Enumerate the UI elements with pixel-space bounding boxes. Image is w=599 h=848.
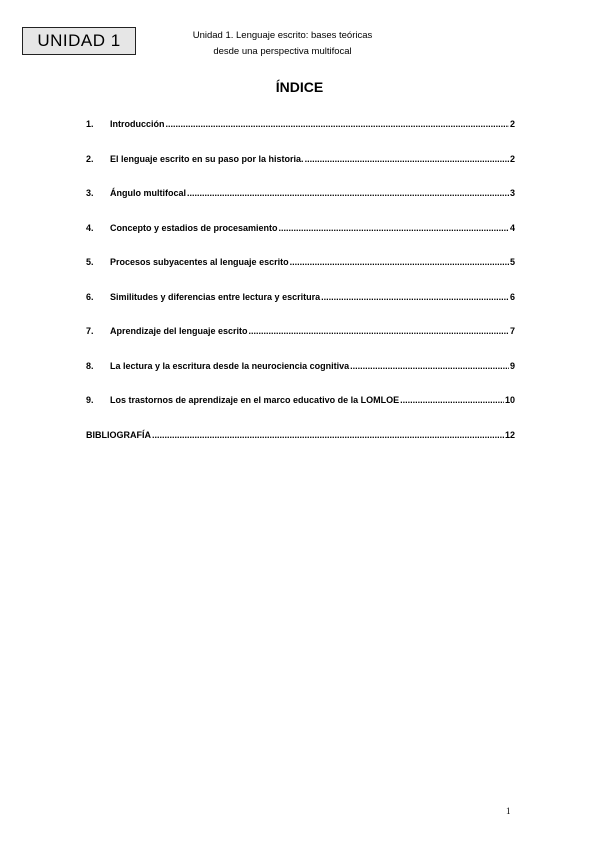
toc-entry-label: La lectura y la escritura desde la neurociencia cognitiva [110, 360, 350, 371]
unit-label-box [22, 27, 136, 55]
toc-entry[interactable] [86, 257, 515, 277]
toc-entry[interactable] [86, 223, 515, 243]
toc-entry-page: 6 [509, 291, 515, 302]
toc-entry-label: Introducción [110, 119, 165, 129]
toc-entry-page: 2 [509, 119, 515, 129]
toc-dot-leader [321, 292, 509, 302]
toc-dot-leader [152, 430, 504, 440]
toc-entry-number: 6. [86, 291, 94, 302]
toc-dot-leader [166, 119, 509, 129]
document-header [170, 28, 395, 60]
toc-entry-page: 10 [504, 395, 515, 405]
page-number: 1 [506, 806, 511, 816]
toc-entry-label: BIBLIOGRAFÍA [86, 429, 151, 440]
toc-entry-page: 2 [509, 153, 515, 164]
page-title: ÍNDICE [275, 79, 324, 95]
toc-entry-number: 8. [86, 360, 94, 371]
toc-entry-page: 7 [509, 326, 515, 336]
unit-label: UNIDAD 1 [37, 31, 121, 50]
toc-entry-bibliography[interactable] [86, 430, 515, 450]
toc-entry-label: Similitudes y diferencias entre lectura y escritura [110, 291, 321, 302]
toc-entry-label: Aprendizaje del lenguaje escrito [110, 326, 248, 336]
toc-dot-leader [279, 223, 509, 233]
toc-entry[interactable] [86, 361, 515, 381]
toc-dot-leader [305, 154, 509, 164]
toc-entry-number: 5. [86, 257, 94, 267]
header-line-2: desde una perspectiva multifocal [213, 46, 352, 57]
toc-entry-number: 4. [86, 222, 94, 233]
toc-entry[interactable] [86, 292, 515, 312]
toc-dot-leader [350, 361, 509, 371]
toc-entry[interactable] [86, 326, 515, 346]
toc-dot-leader [400, 395, 504, 405]
toc-entry-number: 3. [86, 188, 94, 198]
toc-dot-leader [187, 188, 509, 198]
toc-entry-page: 5 [509, 257, 515, 267]
toc-entry-number: 1. [86, 119, 94, 129]
toc-entry-label: Ángulo multifocal [110, 188, 186, 198]
toc-entry-number: 2. [86, 153, 94, 164]
toc-dot-leader [290, 257, 509, 267]
toc-entry[interactable] [86, 154, 515, 174]
toc-entry-label: Procesos subyacentes al lenguaje escrito [110, 257, 289, 267]
toc-entry-label: Concepto y estadios de procesamiento [110, 222, 278, 233]
toc-entry-page: 3 [509, 188, 515, 198]
toc-entry-label: Los trastornos de aprendizaje en el marco educativo de la LOMLOE [110, 395, 400, 405]
toc-entry-number: 7. [86, 326, 94, 336]
toc-entry-number: 9. [86, 395, 94, 405]
toc-entry-page: 12 [504, 429, 515, 440]
toc-entry-label: El lenguaje escrito en su paso por la historia. [110, 153, 304, 164]
toc-dot-leader [249, 326, 509, 336]
table-of-contents [86, 119, 515, 464]
toc-entry[interactable] [86, 395, 515, 415]
header-line-1: Unidad 1. Lenguaje escrito: bases teóricas [192, 30, 373, 41]
toc-entry[interactable] [86, 188, 515, 208]
toc-entry[interactable] [86, 119, 515, 139]
toc-entry-page: 4 [509, 222, 515, 233]
toc-entry-page: 9 [509, 360, 515, 371]
